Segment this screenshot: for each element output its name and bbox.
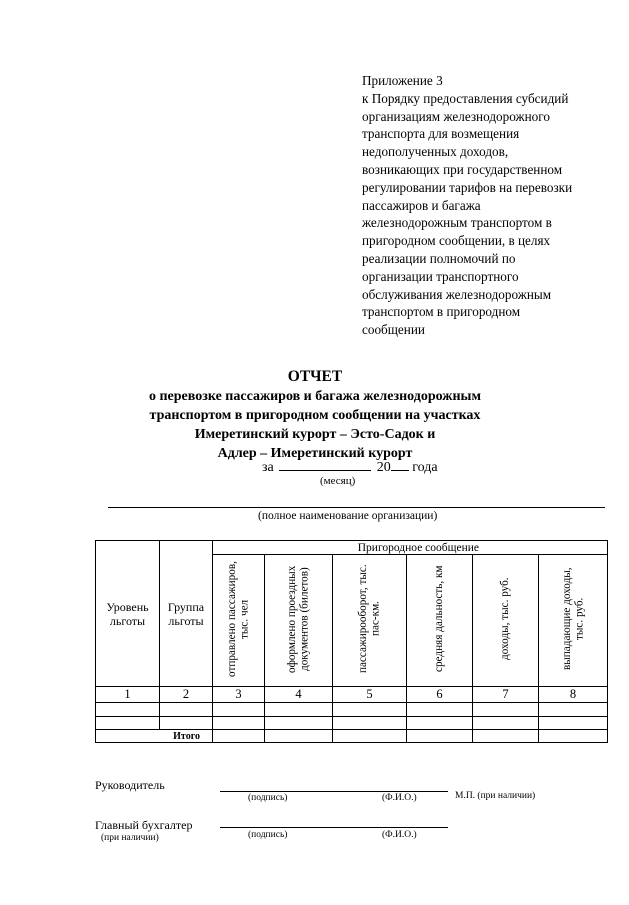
header-lost-revenue: выпадающие доходы, тыс. руб. — [539, 555, 608, 687]
header-revenue: доходы, тыс. руб. — [473, 555, 539, 687]
table-cell[interactable] — [333, 717, 407, 730]
header-passengers-sent: отправлено пассажиров, тыс. чел — [213, 555, 265, 687]
annex-block — [362, 72, 617, 339]
table-cell[interactable] — [160, 717, 213, 730]
table-cell[interactable] — [213, 703, 265, 717]
report-title-block — [80, 367, 550, 463]
period-year: 20 — [376, 460, 391, 475]
table-cell[interactable] — [333, 730, 407, 743]
annex-line: сообщении — [362, 322, 425, 338]
head-signature-line[interactable] — [220, 791, 448, 792]
table-cell[interactable] — [407, 703, 473, 717]
column-number: 6 — [407, 687, 473, 703]
annex-line: возникающих при государственном — [362, 161, 563, 177]
report-subtitle-line: о перевозке пассажиров и багажа железнодорожным — [148, 389, 481, 404]
annex-line: обслуживания железнодорожным — [362, 286, 552, 302]
stamp-caption: М.П. (при наличии) — [455, 791, 536, 801]
table-row — [96, 717, 608, 730]
table-cell[interactable] — [265, 703, 333, 717]
table-cell[interactable] — [473, 717, 539, 730]
column-number: 2 — [160, 687, 213, 703]
accountant-signature-line[interactable] — [220, 827, 448, 828]
table-cell[interactable] — [96, 717, 160, 730]
header-average-distance: средняя дальность, км — [407, 555, 473, 687]
annex-line: недополученных доходов, — [362, 144, 509, 160]
year-field[interactable] — [391, 458, 409, 471]
annex-line: железнодорожным транспортом в — [362, 215, 552, 231]
report-subtitle-line: транспортом в пригородном сообщении на участках — [149, 408, 481, 423]
annex-line: реализации полномочий по — [362, 250, 516, 266]
header-tickets-issued: оформлено проездных документов (билетов) — [265, 555, 333, 687]
column-number: 3 — [213, 687, 265, 703]
annex-line: транспорта для возмещения — [362, 126, 520, 142]
organization-caption: (полное наименование организации) — [258, 510, 438, 522]
table-cell[interactable] — [96, 703, 160, 717]
table-row — [96, 703, 608, 717]
annex-line: организациям железнодорожного — [362, 108, 550, 124]
head-fio-caption: (Ф.И.О.) — [382, 793, 417, 803]
table-cell[interactable] — [473, 730, 539, 743]
month-field[interactable] — [279, 458, 371, 471]
table-cell[interactable] — [539, 717, 608, 730]
period-prefix: за — [262, 460, 274, 475]
annex-line: организации транспортного — [362, 268, 519, 284]
column-number: 5 — [333, 687, 407, 703]
header-benefit-group: Группа льготы — [160, 541, 213, 687]
table-cell[interactable] — [265, 730, 333, 743]
table-cell[interactable] — [160, 703, 213, 717]
annex-line: пассажиров и багажа — [362, 197, 481, 213]
report-subtitle-line: Адлер – Имеретинский курорт — [217, 446, 413, 461]
table-cell[interactable] — [539, 730, 608, 743]
annex-line: к Порядку предоставления субсидий — [362, 90, 569, 106]
column-number: 4 — [265, 687, 333, 703]
report-table — [95, 540, 608, 743]
table-cell[interactable] — [213, 730, 265, 743]
column-number: 7 — [473, 687, 539, 703]
report-subtitle-line: Имеретинский курорт – Эсто-Садок и — [194, 427, 436, 442]
table-cell[interactable] — [407, 730, 473, 743]
total-label: Итого — [96, 730, 213, 743]
report-title: ОТЧЕТ — [287, 368, 343, 385]
annex-line: Приложение 3 — [362, 73, 443, 88]
table-cell[interactable] — [539, 703, 608, 717]
accountant-sublabel: (при наличии) — [101, 833, 159, 843]
annex-line: регулировании тарифов на перевозки — [362, 179, 573, 195]
accountant-fio-caption: (Ф.И.О.) — [382, 830, 417, 840]
header-passenger-turnover: пассажирооборот, тыс. пас-км. — [333, 555, 407, 687]
header-suburban-service: Пригородное сообщение — [213, 541, 608, 555]
header-benefit-level: Уровень льготы — [96, 541, 160, 687]
report-period — [262, 458, 438, 476]
table-cell[interactable] — [265, 717, 333, 730]
annex-line: транспортом в пригородном — [362, 304, 521, 320]
column-number: 8 — [539, 687, 608, 703]
table-cell[interactable] — [473, 703, 539, 717]
table-cell[interactable] — [213, 717, 265, 730]
head-signature-caption: (подпись) — [248, 793, 288, 803]
organization-name-field[interactable] — [108, 507, 605, 508]
head-label: Руководитель — [95, 778, 165, 792]
table-cell[interactable] — [333, 703, 407, 717]
column-number: 1 — [96, 687, 160, 703]
annex-line: пригородном сообщении, в целях — [362, 233, 551, 249]
accountant-signature-caption: (подпись) — [248, 830, 288, 840]
table-cell[interactable] — [407, 717, 473, 730]
period-suffix: года — [412, 460, 438, 475]
accountant-label: Главный бухгалтер — [95, 818, 193, 832]
total-row — [96, 730, 608, 743]
month-caption: (месяц) — [320, 475, 356, 487]
